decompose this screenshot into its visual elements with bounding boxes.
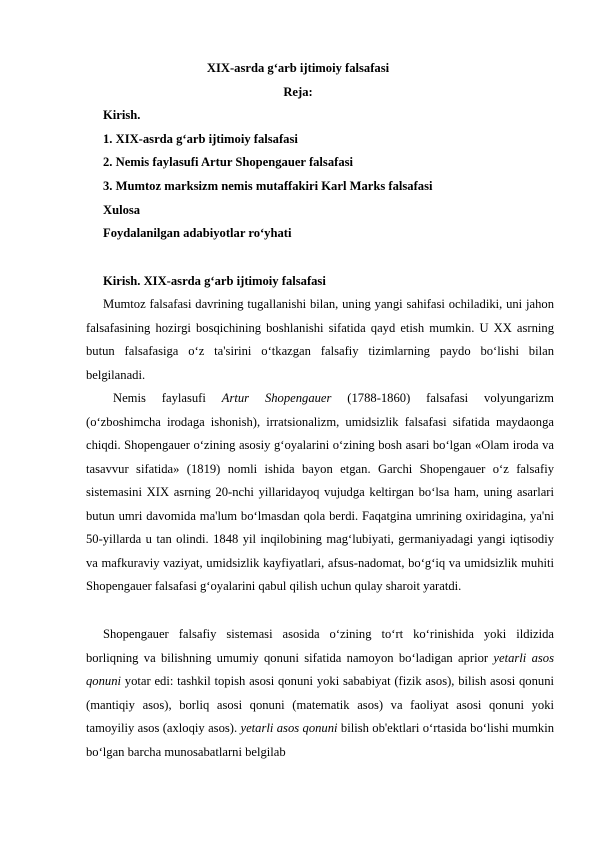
plan-heading: Reja: [283,85,313,99]
document-title: XIX-asrda g‘arb ijtimoiy falsafasi [206,61,390,75]
paragraph-text: (1788-1860) falsafasi volyungarizm (o‘zboshimcha irodaga ishonish), irratsionalizm, umidsizlik falsafasi sifatida maydaonga chiqdi. Shopengauer o‘zining asosiy g‘oyalarini o‘zining bosh asari bo‘lgan «Olam iroda va tasavvur sifatida» (1819) nomli ishida bayon etgan. Garchi Shopengauer o‘z falsafiy sistemasini XIX asrning 20-nchi yillaridayoq vujudga keltirgan bo‘lsa ham, uning asarlari butun umri davomida ma'lum bo‘lmasdan qola berdi. Faqatgina umrining oxiridagina, ya'ni 50-yillarda u tan olindi. 1848 yil inqilobining mag‘lubiyati, germaniyadagi yangi iqtisodiy va mafkuraviy vaziyat, umidsizlik kayfiyatlari, afsus-nadomat, bo‘g‘iq va umidsizlik muhiti Shopengauer falsafasi g‘oyalarini qabul qilish uchun qulay sharoit yaratdi. [86,391,554,593]
paragraph [86,623,554,764]
plan-item: 2. Nemis faylasufi Artur Shopengauer falsafasi [103,155,354,169]
paragraph-text: Mumtoz falsafasi davrining tugallanishi bilan, uning yangi sahifasi ochiladiki, uni jahon falsafasining hozirgi bosqichining boshlanishi sifatida qayd etish mumkin. U XX asrning butun falsafasiga o‘z ta'sirini o‘tkazgan falsafiy tizimlarning paydo bo‘lishi bilan belgilanadi. [86,297,554,382]
plan-item: 3. Mumtoz marksizm nemis mutaffakiri Karl Marks falsafasi [103,179,433,193]
plan-item: Kirish. [103,108,141,122]
section-heading: Kirish. XIX-asrda g‘arb ijtimoiy falsafasi [103,274,326,288]
paragraph-text: yotar edi: tashkil topish asosi qonuni yoki sababiyat (fizik asos), bilish asosi qonuni (mantiqiy asos), borliq asosi qonuni (matematik asos) va faoliyat asosi qonuni yoki tamoyiliy asos (axloqiy asos). [86,674,554,735]
plan-item: Xulosa [103,203,141,217]
paragraph [86,293,554,387]
paragraph [86,387,554,599]
emphasis-term: yetarli asos qonuni [240,721,338,735]
plan-item: 1. XIX-asrda g‘arb ijtimoiy falsafasi [103,132,298,146]
plan-item: Foydalanilgan adabiyotlar ro‘yhati [103,226,292,240]
paragraph-text: Nemis faylasufi [113,391,222,405]
paragraph-text: bilish ob'ektlari o‘rtasida bo‘lishi mumkin bo‘lgan barcha munosabatlarni belgilab [86,721,554,759]
emphasis-name: Artur Shopengauer [221,391,332,405]
emphasis-term: yetarli asos qonuni [86,650,555,688]
paragraph-text: Shopengauer falsafiy sistemasi asosida o‘zining to‘rt ko‘rinishida yoki ildizida borliqning va bilishning umumiy qonuni sifatida namoyon bo‘ladigan aprior [86,627,554,665]
